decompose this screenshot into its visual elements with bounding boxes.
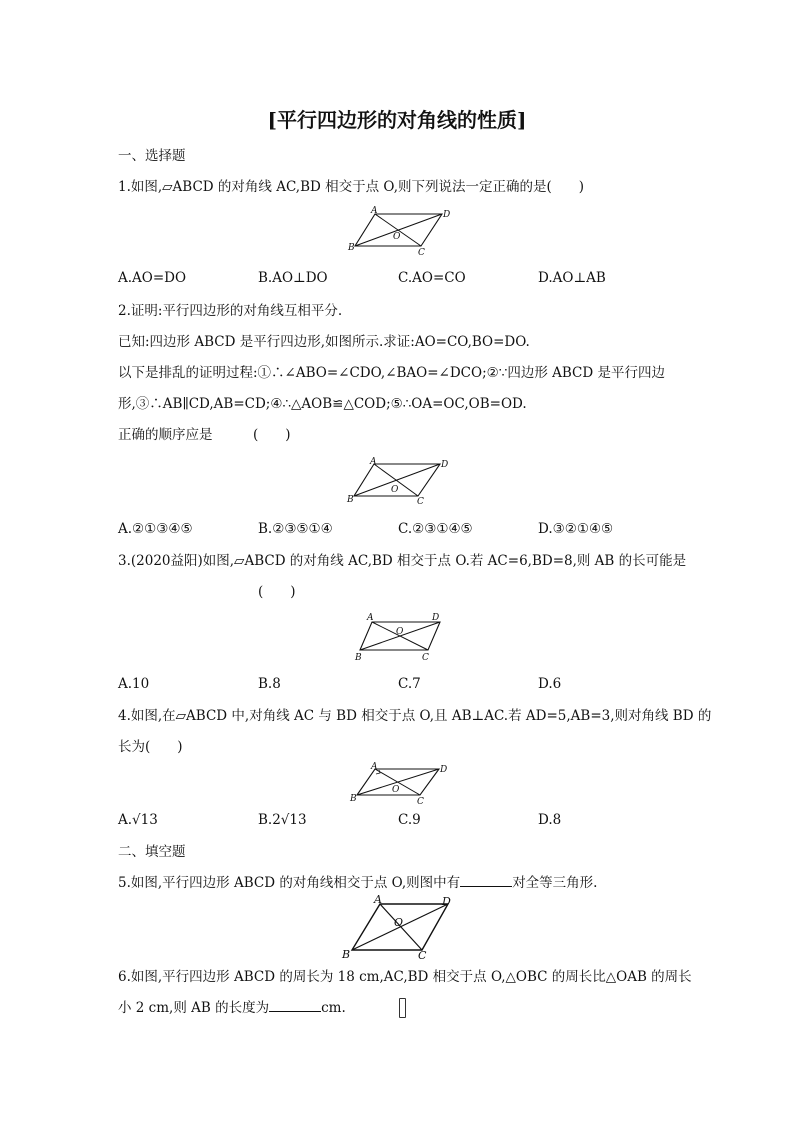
- figure-parallelogram-q5: [336, 892, 460, 960]
- question-5-text-after: 对全等三角形.: [512, 875, 598, 891]
- label-o: O: [396, 627, 404, 637]
- q3-option-d: D.6: [538, 676, 562, 692]
- label-d: D: [440, 765, 448, 775]
- label-o: O: [393, 232, 401, 242]
- label-a: A: [371, 206, 378, 216]
- q2-option-b: B.②③⑤①④: [258, 521, 333, 537]
- question-6-text-before: 小 2 cm,则 AB 的长度为: [118, 1000, 270, 1016]
- question-4-line-2: 长为( ): [118, 739, 183, 755]
- q3-option-c: C.7: [398, 676, 421, 692]
- question-2-line-5: 正确的顺序应是 ( ): [118, 427, 291, 443]
- question-2-line-1: 2.证明:平行四边形的对角线互相平分.: [118, 303, 343, 319]
- question-6-line-2: [118, 999, 346, 1017]
- label-b: B: [342, 948, 351, 960]
- label-o: O: [391, 485, 399, 495]
- label-a: A: [374, 893, 382, 906]
- label-b: B: [348, 243, 355, 253]
- q4-option-a: A.√13: [118, 812, 158, 828]
- label-o: O: [392, 785, 400, 795]
- q2-option-c: C.②③①④⑤: [398, 521, 473, 537]
- question-3-paren: ( ): [258, 584, 296, 600]
- label-d: D: [441, 460, 449, 470]
- label-b: B: [355, 653, 362, 662]
- answer-blank-q5: [460, 874, 512, 887]
- label-a: A: [370, 457, 377, 467]
- figure-parallelogram-q3: [350, 610, 450, 662]
- q4-option-b: B.2√13: [258, 812, 307, 828]
- label-o: O: [394, 916, 404, 929]
- q3-option-b: B.8: [258, 676, 281, 692]
- question-5-text-before: 5.如图,平行四边形 ABCD 的对角线相交于点 O,则图中有: [118, 875, 461, 891]
- label-b: B: [347, 495, 354, 505]
- question-6-line-1: 6.如图,平行四边形 ABCD 的周长为 18 cm,AC,BD 相交于点 O,△OBC 的周长比△OAB 的周长: [118, 969, 692, 985]
- question-2-line-3: 以下是排乱的证明过程:①∴∠ABO=∠CDO,∠BAO=∠DCO;②∵四边形 ABCD 是平行四边: [118, 365, 665, 381]
- question-1-stem: 1.如图,▱ABCD 的对角线 AC,BD 相交于点 O,则下列说法一定正确的是( ): [118, 179, 585, 195]
- section-heading-choice: 一、选择题: [118, 148, 186, 164]
- page-title: [平行四边形的对角线的性质]: [267, 108, 527, 132]
- q1-option-a: A.AO=DO: [118, 270, 187, 286]
- q3-option-a: A.10: [118, 676, 150, 692]
- section-heading-fill: 二、填空题: [118, 844, 186, 860]
- figure-parallelogram-q4: [345, 760, 449, 806]
- question-2-line-2: 已知:四边形 ABCD 是平行四边形,如图所示.求证:AO=CO,BO=DO.: [118, 334, 530, 350]
- label-c: C: [418, 949, 427, 960]
- question-5-stem: [118, 874, 597, 892]
- text-cursor-icon[interactable]: [399, 998, 406, 1018]
- label-a: A: [367, 613, 374, 623]
- question-3-stem: 3.(2020益阳)如图,▱ABCD 的对角线 AC,BD 相交于点 O.若 AC=6,BD=8,则 AB 的长可能是: [118, 553, 687, 569]
- q2-option-d: D.③②①④⑤: [538, 521, 614, 537]
- label-c: C: [417, 797, 424, 806]
- answer-blank-q6: [269, 999, 321, 1012]
- label-c: C: [417, 497, 424, 507]
- label-d: D: [432, 613, 440, 623]
- label-c: C: [418, 248, 425, 256]
- label-c: C: [422, 653, 429, 662]
- q1-option-b: B.AO⊥DO: [258, 270, 328, 286]
- label-b: B: [350, 794, 357, 804]
- question-2-line-4: 形,③∴AB∥CD,AB=CD;④∴△AOB≌△COD;⑤∴OA=OC,OB=OD.: [118, 396, 527, 412]
- question-4-line-1: 4.如图,在▱ABCD 中,对角线 AC 与 BD 相交于点 O,且 AB⊥AC.若 AD=5,AB=3,则对角线 BD 的: [118, 708, 712, 724]
- q1-option-c: C.AO=CO: [398, 270, 466, 286]
- q2-option-a: A.②①③④⑤: [118, 521, 193, 537]
- question-6-text-after: cm.: [321, 1000, 346, 1016]
- label-a: A: [371, 762, 378, 772]
- figure-parallelogram-q1: [345, 206, 455, 256]
- label-d: D: [443, 210, 451, 220]
- figure-parallelogram-q2: [342, 456, 456, 508]
- label-d: D: [442, 895, 451, 908]
- q4-option-c: C.9: [398, 812, 421, 828]
- q4-option-d: D.8: [538, 812, 562, 828]
- q1-option-d: D.AO⊥AB: [538, 270, 606, 286]
